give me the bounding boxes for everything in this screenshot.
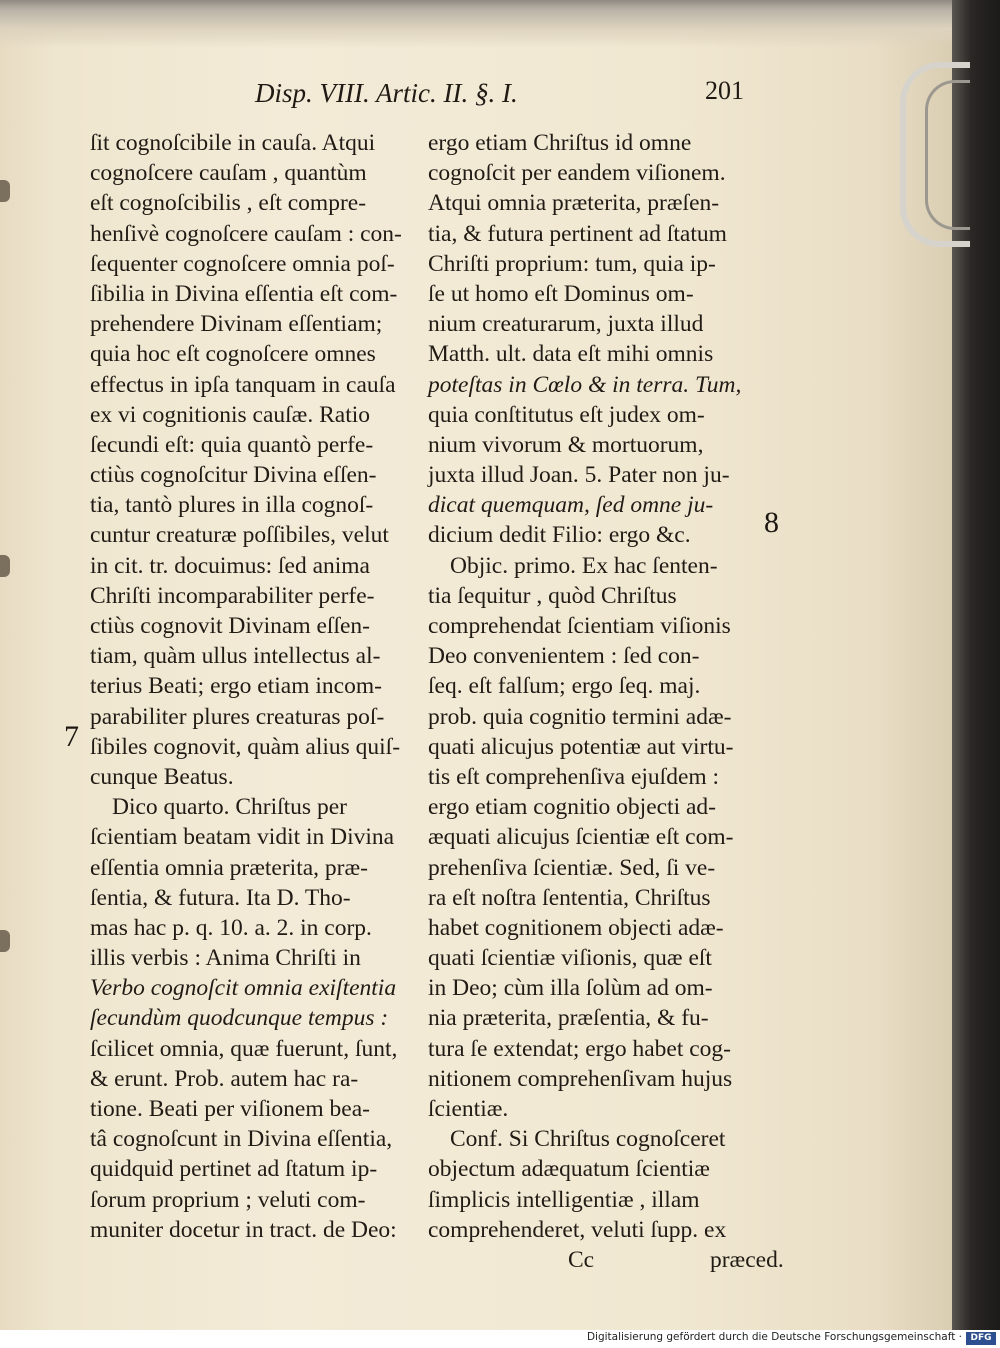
text-line: nia præterita, præſentia, & fu- (428, 1005, 709, 1032)
text-line: ſit cognoſcibile in cauſa. Atqui (90, 130, 376, 156)
text-line: ctiùs cognoſcitur Divina eſſen- (90, 462, 377, 489)
text-line: comprehenderet, veluti ſupp. ex (428, 1216, 727, 1243)
text-line: quia conſtitutus eſt judex om- (428, 401, 705, 428)
text-line: eſt cognoſcibilis , eſt compre- (90, 190, 367, 217)
running-title: Disp. VIII. Artic. II. §. I. (255, 78, 518, 108)
text-line: prehenſiva ſcientiæ. Sed, ſi ve- (428, 854, 716, 881)
text-line: Verbo cognoſcit omnia exiſtentia (90, 975, 397, 1002)
text-line: dicium dedit Filio: ergo &c. (428, 522, 691, 549)
text-line: juxta illud Joan. 5. Pater non ju- (428, 462, 730, 489)
text-line: nitionem comprehenſivam hujus (428, 1065, 733, 1092)
text-line: tia, tantò plures in illa cognoſ- (90, 492, 374, 519)
text-line: & erunt. Prob. autem hac ra- (90, 1065, 359, 1092)
binding-hole (0, 180, 10, 202)
text-line: cuntur creaturæ poſſibiles, velut (90, 522, 389, 549)
text-line: quati ſcientiæ viſionis, quæ eſt (428, 945, 712, 972)
text-line: mas hac p. q. 10. a. 2. in corp. (90, 914, 372, 941)
text-line: dicat quemquam, ſed omne ju- (428, 492, 714, 519)
right-text-column (428, 128, 784, 1275)
text-line: ſcientiæ. (428, 1096, 509, 1122)
text-line: Chriſti proprium: tum, quia ip- (428, 250, 716, 277)
page-number: 201 (705, 76, 744, 105)
text-line: nium creaturarum, juxta illud (428, 311, 704, 338)
text-line: prob. quia cognitio termini adæ- (428, 703, 732, 730)
text-line: Dico quarto. Chriſtus per (112, 794, 347, 821)
text-line: Objic. primo. Ex hac ſenten- (450, 552, 718, 579)
signature-mark: Cc (568, 1246, 595, 1273)
text-line: ra eſt noſtra ſententia, Chriſtus (428, 884, 711, 911)
text-line: tura ſe extendat; ergo habet cog- (428, 1035, 731, 1062)
text-line: ſcilicet omnia, quæ fuerunt, ſunt, (90, 1035, 398, 1062)
text-line: tiam, quàm ullus intellectus al- (90, 643, 381, 670)
text-line: tione. Beati per viſionem bea- (90, 1096, 370, 1122)
text-line: parabiliter plures creaturas poſ- (90, 703, 385, 730)
text-line: ergo etiam Chriſtus id omne (428, 130, 692, 156)
text-line: ergo etiam cognitio objecti ad- (428, 794, 717, 821)
page-bottom-line (428, 1245, 784, 1275)
text-line: cognoſcere cauſam , quantùm (90, 160, 367, 187)
text-line: tâ cognoſcunt in Divina eſſentia, (90, 1126, 393, 1153)
text-line: ſeq. eſt falſum; ergo ſeq. maj. (428, 673, 701, 700)
text-line: ſorum proprium ; veluti com- (90, 1186, 366, 1213)
page-top-edge (0, 0, 952, 48)
text-line: quati alicujus potentiæ aut virtu- (428, 733, 734, 760)
text-line: terius Beati; ergo etiam incom- (90, 673, 382, 700)
text-line: comprehendat ſcientiam viſionis (428, 613, 731, 639)
text-line: ſe ut homo eſt Dominus om- (428, 280, 694, 307)
text-line: ſecundùm quodcunque tempus : (90, 1005, 389, 1032)
text-line: henſivè cognoſcere cauſam : con- (90, 220, 402, 247)
text-line: in cit. tr. docuimus: ſed anima (90, 552, 370, 579)
text-line: eſſentia omnia præterita, præ- (90, 854, 368, 881)
margin-number-left: 7 (64, 720, 79, 753)
binding-hole (0, 555, 10, 577)
text-line: cunque Beatus. (90, 763, 234, 790)
text-line: ſcientiam beatam vidit in Divina (90, 824, 395, 851)
text-line: habet cognitionem objecti adæ- (428, 914, 724, 941)
text-line: Matth. ult. data eſt mihi omnis (428, 341, 714, 368)
text-line: æquati alicujus ſcientiæ eſt com- (428, 824, 734, 851)
catchword: præced. (709, 1246, 784, 1273)
text-line: ſibilia in Divina eſſentia eſt com- (90, 280, 398, 307)
text-line: Atqui omnia præterita, præſen- (428, 190, 720, 217)
text-line: effectus in ipſa tanquam in cauſa (90, 371, 396, 398)
text-line: ſecundi eſt: quia quantò perfe- (90, 431, 374, 458)
text-line: ex vi cognitionis cauſæ. Ratio (90, 401, 371, 428)
text-line: Conf. Si Chriſtus cognoſceret (450, 1126, 726, 1153)
text-line: Deo convenientem : ſed con- (428, 643, 700, 670)
text-line: ſimplicis intelligentiæ , illam (428, 1186, 700, 1213)
text-line: nium vivorum & mortuorum, (428, 431, 704, 458)
text-line: ctiùs cognovit Divinam eſſen- (90, 613, 370, 639)
text-line: cognoſcit per eandem viſionem. (428, 160, 726, 187)
margin-number-right: 8 (764, 506, 779, 539)
text-line: ſibiles cognovit, quàm alius quiſ- (90, 733, 401, 760)
left-text-column (90, 128, 420, 1245)
text-line: ſequenter cognoſcere omnia poſ- (90, 250, 395, 277)
text-line: tia ſequitur , quòd Chriſtus (428, 582, 677, 609)
binding-hole (0, 930, 10, 952)
text-line: quidquid pertinet ad ſtatum ip- (90, 1156, 378, 1183)
text-line: prehendere Divinam eſſentiam; (90, 311, 383, 338)
paper-clip-inner (925, 80, 970, 230)
text-line: ſentia, & futura. Ita D. Tho- (90, 884, 351, 911)
dfg-logo: DFG (966, 1332, 996, 1345)
text-line: quia hoc eſt cognoſcere omnes (90, 341, 376, 368)
text-line: in Deo; cùm illa ſolùm ad om- (428, 975, 713, 1002)
text-line: tia, & futura pertinent ad ſtatum (428, 220, 727, 247)
text-line: muniter docetur in tract. de Deo: (90, 1216, 397, 1243)
footer-credit: Digitalisierung gefördert durch die Deutsche Forschungsgemeinschaft · (586, 1331, 962, 1343)
text-line: objectum adæquatum ſcientiæ (428, 1156, 710, 1183)
page-header (0, 70, 952, 110)
text-line: illis verbis : Anima Chriſti in (90, 945, 361, 972)
text-line: tis eſt comprehenſiva ejuſdem : (428, 763, 720, 790)
text-line: Chriſti incomparabiliter perfe- (90, 582, 375, 609)
text-line: poteſtas in Cœlo & in terra. Tum, (428, 371, 742, 398)
